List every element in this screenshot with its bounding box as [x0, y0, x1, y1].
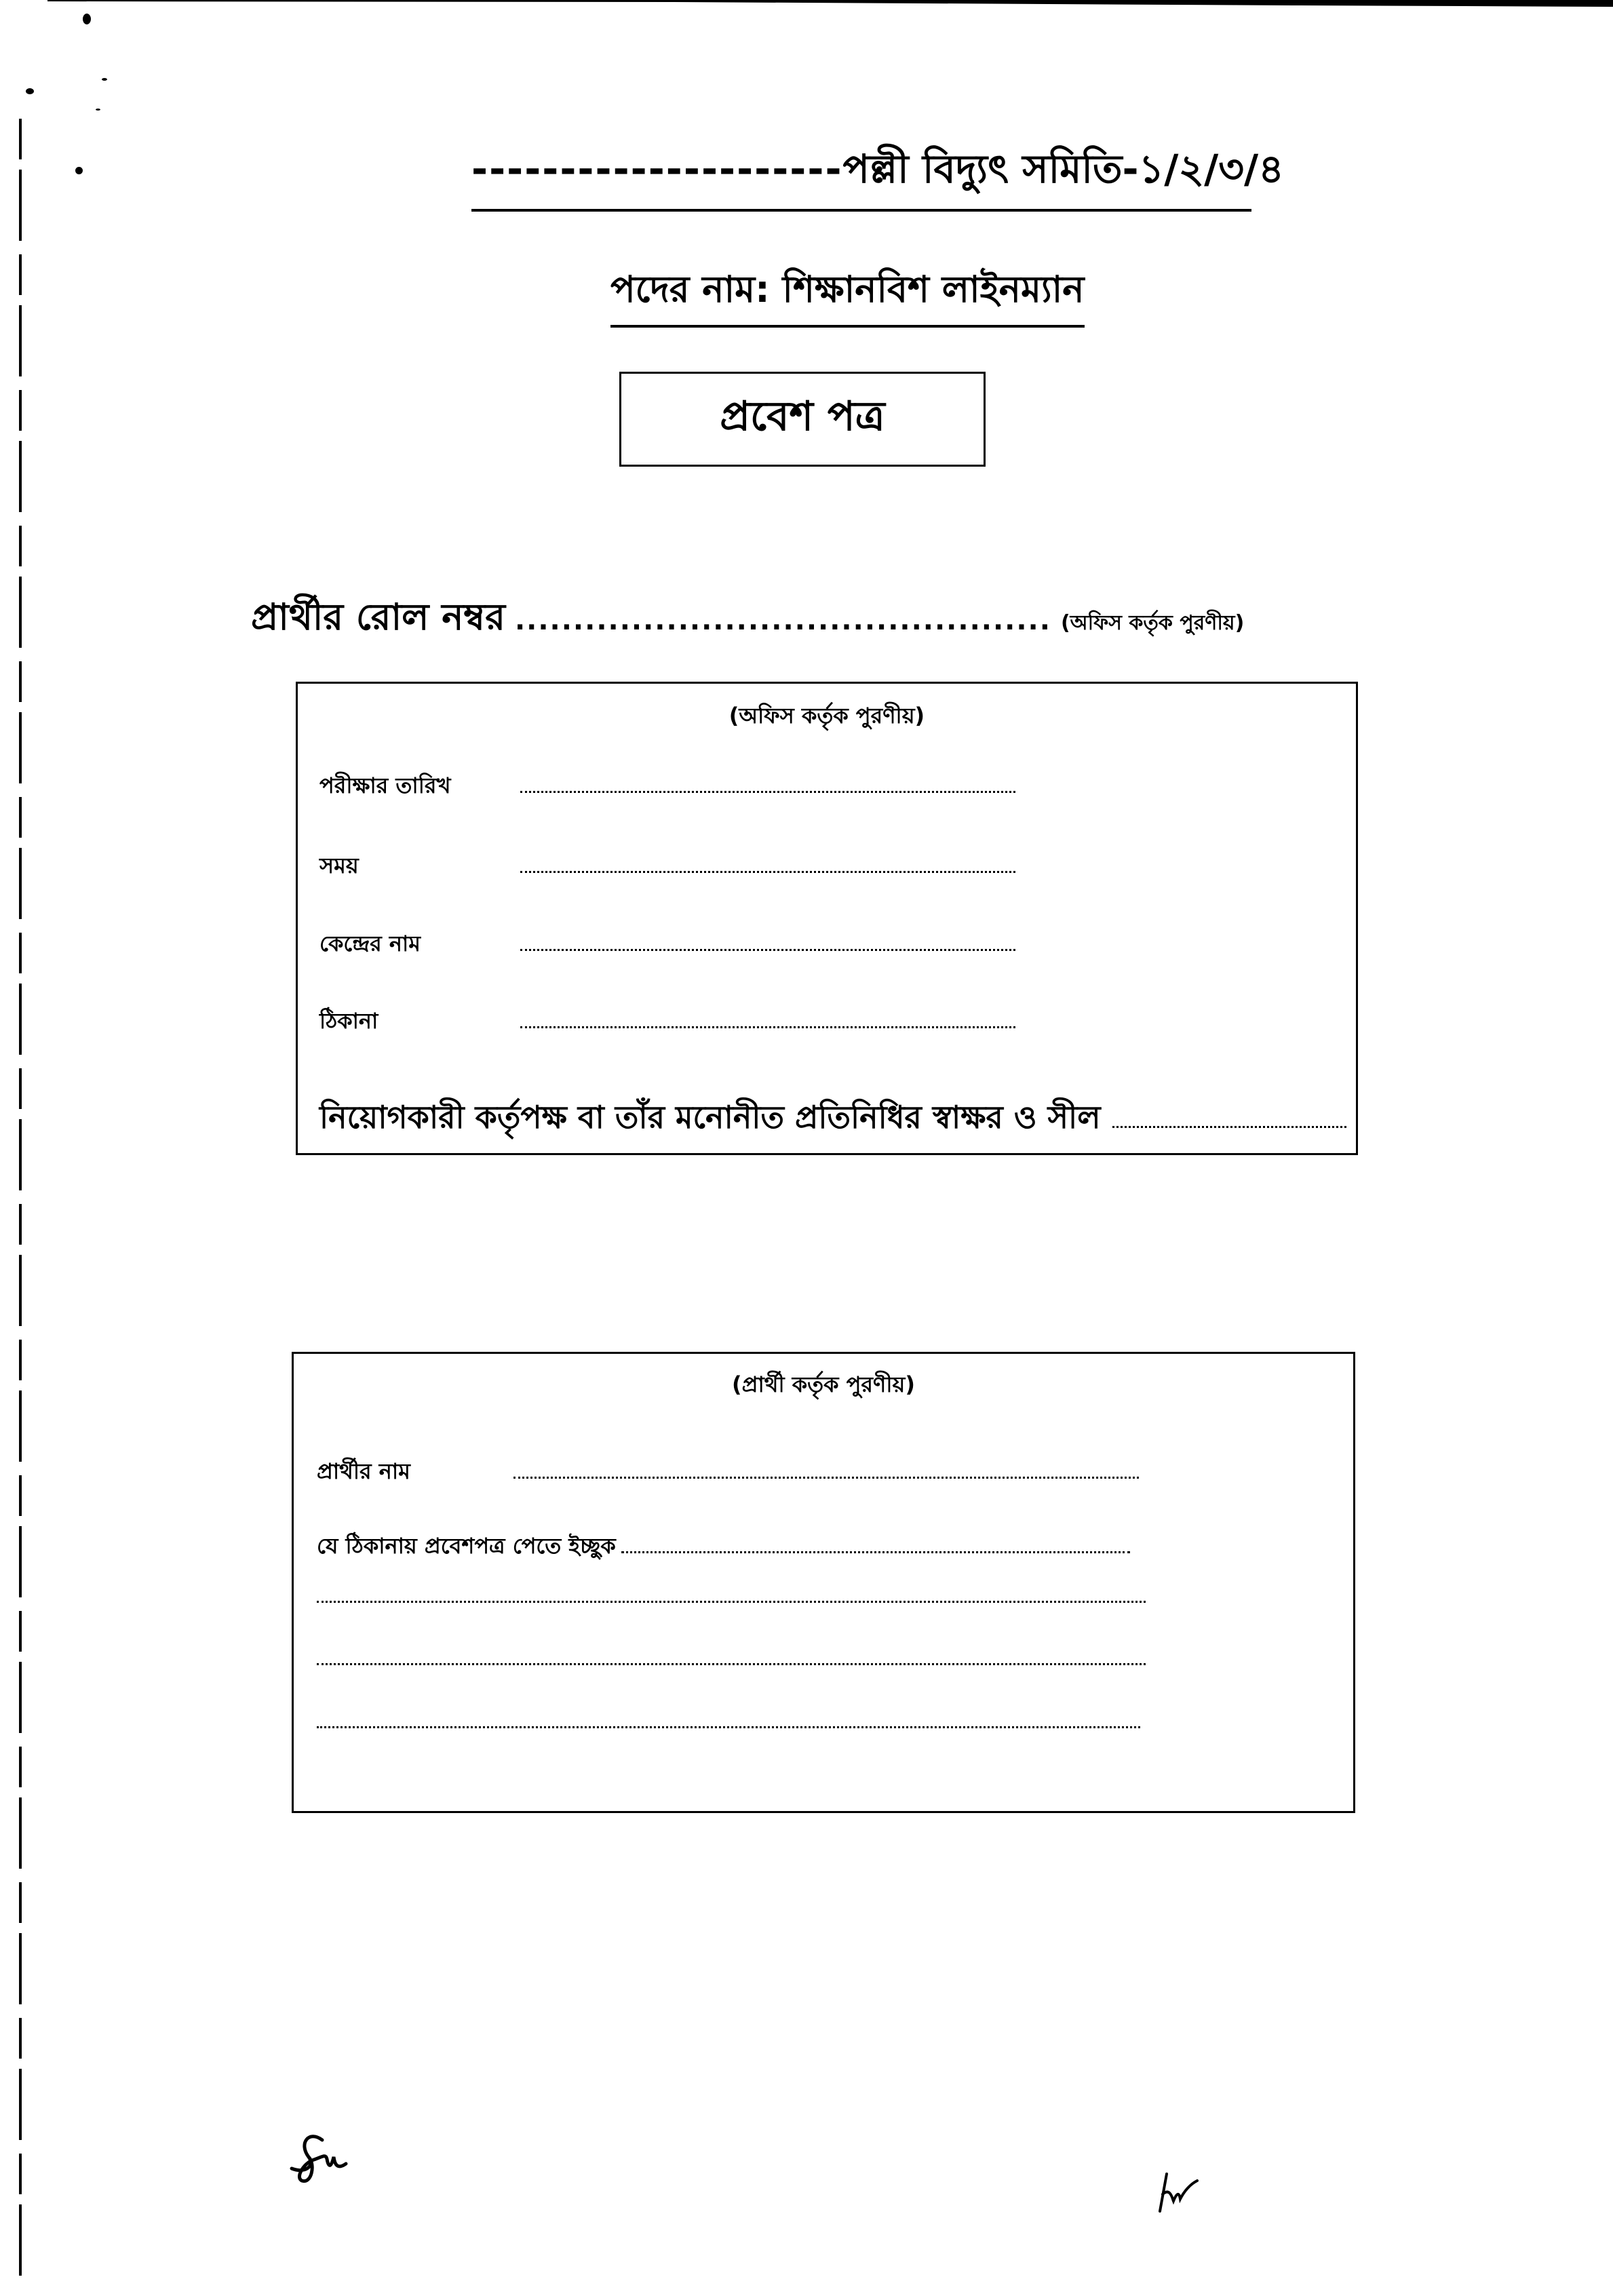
scan-speck [75, 167, 83, 174]
mailing-address-field[interactable] [621, 1549, 1130, 1553]
address-line-2-field[interactable] [317, 1598, 1146, 1603]
candidate-section-caption: (প্রার্থী কর্তৃক পুরণীয়) [731, 1371, 916, 1397]
heading-dashes: --------------------- [471, 146, 843, 192]
handwritten-initial-right [1153, 2171, 1214, 2218]
center-name-field[interactable] [520, 946, 1015, 951]
authority-signature-label: নিয়োগকারী কর্তৃপক্ষ বা তাঁর মনোনীত প্রতিনিধির স্বাক্ষর ও সীল [319, 1099, 1101, 1135]
admit-card-title: প্রবেশ পত্র [720, 393, 885, 440]
candidate-name-row [317, 1454, 1139, 1491]
exam-time-field[interactable] [520, 868, 1015, 873]
center-address-label: ঠিকানা [319, 1008, 378, 1034]
roll-number-note: (অফিস কর্তৃক পুরণীয়) [1060, 611, 1245, 635]
exam-time-row [319, 849, 1015, 885]
candidate-section-box [292, 1352, 1355, 1813]
organization-heading [471, 139, 1284, 212]
exam-date-field[interactable] [520, 788, 1015, 793]
address-line-3-row [317, 1660, 1146, 1665]
handwritten-initial-left [285, 2126, 400, 2187]
scan-edge-top [47, 0, 1613, 7]
authority-signature-row [319, 1094, 1346, 1146]
center-name-row [319, 927, 1015, 963]
center-name-label: কেন্দ্রের নাম [319, 931, 421, 956]
address-line-4-field[interactable] [317, 1724, 1140, 1728]
roll-number-field[interactable]: .............................................. [514, 605, 1051, 636]
office-section-caption: (অফিস কর্তৃক পুরণীয়) [728, 703, 925, 728]
candidate-name-field[interactable] [513, 1474, 1139, 1479]
mailing-address-label: যে ঠিকানায় প্রবেশপত্র পেতে ইচ্ছুক [317, 1533, 616, 1559]
center-address-row [319, 1004, 1015, 1040]
office-section-box [296, 682, 1358, 1155]
exam-date-label: পরীক্ষার তারিখ [319, 773, 451, 798]
scan-speck [102, 78, 107, 81]
mailing-address-row [317, 1529, 1130, 1565]
address-line-2-row [317, 1598, 1146, 1603]
candidate-name-label: প্রার্থীর নাম [317, 1458, 410, 1484]
scan-edge-left [19, 119, 22, 2289]
authority-signature-field[interactable] [1112, 1123, 1346, 1128]
center-address-field[interactable] [520, 1024, 1015, 1028]
exam-time-label: সময় [319, 853, 359, 878]
scan-speck [83, 14, 91, 24]
exam-date-row [319, 768, 1015, 805]
post-name-heading: পদের নাম: শিক্ষানবিশ লাইনম্যান [610, 261, 1085, 328]
organization-name: পল্লী বিদ্যুৎ সমিতি-১/২/৩/৪ [842, 146, 1284, 192]
scan-speck [96, 109, 100, 111]
address-line-3-field[interactable] [317, 1660, 1146, 1665]
roll-number-row [251, 589, 1268, 650]
roll-number-label: প্রার্থীর রোল নম্বর [251, 596, 505, 638]
address-line-4-row [317, 1724, 1140, 1728]
scan-speck [26, 88, 34, 94]
admit-card-title-box [619, 372, 986, 467]
